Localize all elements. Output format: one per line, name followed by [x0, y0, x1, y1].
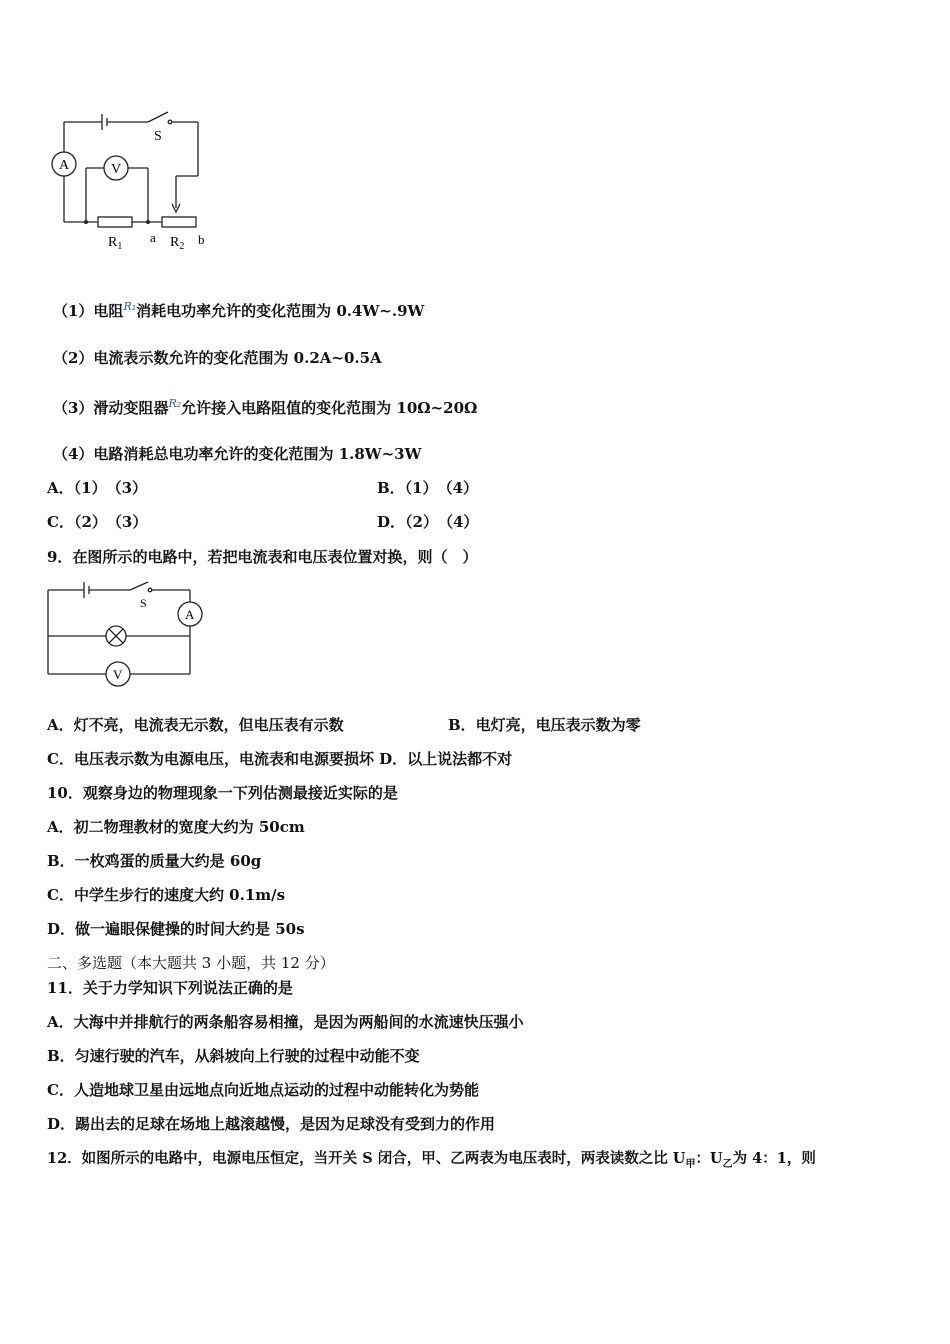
circuit-diagram-2: [44, 580, 224, 690]
q8-option-b[interactable]: B．（1） （4）: [377, 479, 479, 497]
q11-option-a[interactable]: A．大海中并排航行的两条船容易相撞，是因为两船间的水流速快压强小: [47, 1013, 524, 1031]
r2-label: $R_2$: [170, 235, 185, 252]
q11-option-b[interactable]: B．匀速行驶的汽车，从斜坡向上行驶的过程中动能不变: [47, 1047, 420, 1065]
q8-option-d[interactable]: D．（2） （4）: [377, 513, 479, 531]
q9-option-b[interactable]: B．电灯亮，电压表示数为零: [448, 716, 641, 734]
point-a-label: a: [150, 230, 156, 245]
q8-option-a[interactable]: A．（1） （3）: [47, 479, 148, 497]
q12-stem: 12．如图所示的电路中，电源电压恒定，当开关 S 闭合，甲、乙两表为电压表时，两表读数之比 $U_甲$：$U_乙$为 4：1，则: [47, 1150, 816, 1170]
q9-stem: 9．在图所示的电路中，若把电流表和电压表位置对换，则（ ）: [47, 548, 478, 566]
q9-option-a[interactable]: A．灯不亮，电流表无示数，但电压表有示数: [47, 716, 344, 734]
section-heading: 二、多选题（本大题共 3 小题，共 12 分）: [47, 954, 335, 972]
statement-4: （4）电路消耗总电功率允许的变化范围为 1.8W~3W: [53, 445, 422, 463]
circuit-diagram-1: [40, 108, 270, 258]
point-b-label: b: [198, 232, 205, 247]
q10-option-a[interactable]: A．初二物理教材的宽度大约为 50cm: [47, 818, 305, 836]
voltmeter-label-2: V: [113, 667, 123, 682]
voltmeter-label: V: [111, 162, 122, 177]
q10-option-d[interactable]: D．做一遍眼保健操的时间大约是 50s: [47, 920, 305, 938]
q10-stem: 10．观察身边的物理现象一下列估测最接近实际的是: [47, 784, 398, 802]
switch-label: S: [154, 129, 162, 144]
q10-option-b[interactable]: B．一枚鸡蛋的质量大约是 60g: [47, 852, 262, 870]
q11-option-c[interactable]: C．人造地球卫星由远地点向近地点运动的过程中动能转化为势能: [47, 1081, 479, 1099]
ammeter-label-2: A: [185, 607, 195, 622]
q9-option-cd[interactable]: C．电压表示数为电源电压，电流表和电源要损坏 D．以上说法都不对: [47, 750, 513, 768]
switch-label-2: S: [140, 596, 147, 610]
statement-1: （1）电阻$^{R_1}$消耗电功率允许的变化范围为 0.4W~.9W: [53, 300, 425, 320]
statement-2: （2）电流表示数允许的变化范围为 0.2A~0.5A: [53, 349, 382, 367]
statement-3: （3）滑动变阻器$^{R_2}$允许接入电路阻值的变化范围为 10Ω~20Ω: [53, 397, 478, 417]
q8-option-c[interactable]: C．（2） （3）: [47, 513, 148, 531]
r1-label: $R_1$: [108, 235, 123, 252]
q10-option-c[interactable]: C．中学生步行的速度大约 0.1m/s: [47, 886, 286, 904]
q11-option-d[interactable]: D．踢出去的足球在场地上越滚越慢，是因为足球没有受到力的作用: [47, 1115, 496, 1133]
q11-stem: 11．关于力学知识下列说法正确的是: [47, 979, 293, 997]
ammeter-label: A: [59, 158, 70, 173]
